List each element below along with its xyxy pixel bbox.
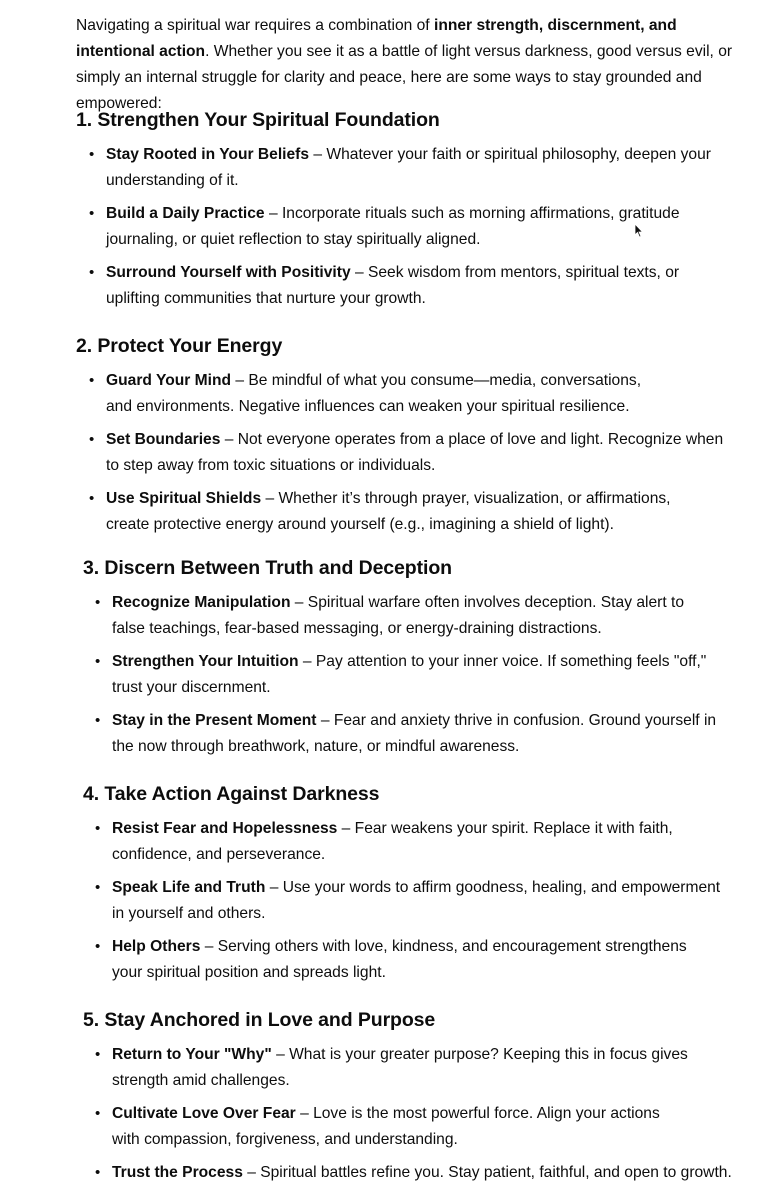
section-4 <box>83 781 773 986</box>
bullet-icon: • <box>89 264 95 281</box>
item-title: Build a Daily Practice <box>106 205 265 222</box>
item-title: Help Others <box>112 938 201 955</box>
list-item <box>95 1160 752 1186</box>
item-text: – Fear and anxiety thrive in confusion. Ground yourself in the now through breathwork, nature, or mindful awareness. <box>112 712 717 755</box>
bullet-icon: • <box>95 594 101 611</box>
section-heading: 5. Stay Anchored in Love and Purpose <box>83 1009 436 1031</box>
bullet-icon: • <box>95 653 101 670</box>
list-item <box>89 201 746 253</box>
bullet-icon: • <box>89 490 95 507</box>
section-1 <box>76 107 766 312</box>
item-text: – Spiritual warfare often involves deception. Stay alert to false teachings, fear-based messaging, or energy-draining distractions. <box>112 594 684 637</box>
item-title: Stay in the Present Moment <box>112 712 317 729</box>
item-text: – Seek wisdom from mentors, spiritual texts, or uplifting communities that nurture your growth. <box>106 264 680 307</box>
bullet-icon: • <box>95 1105 101 1122</box>
section-5 <box>83 1007 773 1186</box>
bullet-icon: • <box>95 1046 101 1063</box>
section-heading: 3. Discern Between Truth and Deception <box>83 557 452 579</box>
list-item <box>95 649 727 701</box>
list-item <box>95 934 712 986</box>
item-title: Speak Life and Truth <box>112 879 266 896</box>
item-title: Surround Yourself with Positivity <box>106 264 351 281</box>
item-title: Strengthen Your Intuition <box>112 653 299 670</box>
bullet-icon: • <box>89 205 95 222</box>
section-heading: 1. Strengthen Your Spiritual Foundation <box>76 109 440 131</box>
item-text: – Love is the most powerful force. Align your actions with compassion, forgiveness, and understanding. <box>112 1105 660 1148</box>
bullet-list <box>89 368 766 538</box>
bullet-icon: • <box>95 820 101 837</box>
list-item <box>89 427 726 479</box>
intro-text-continued: . Whether you see it as a battle of light versus darkness, good versus evil, or simply an internal struggle for clarity and peace, here are some ways to stay grounded and empowered: <box>76 43 733 112</box>
bullet-icon: • <box>89 431 95 448</box>
item-text: – Spiritual battles refine you. Stay patient, faithful, and open to growth. <box>242 1164 732 1181</box>
section-2 <box>76 333 766 538</box>
item-text: – Be mindful of what you consume—media, conversations, and environments. Negative influences can weaken your spiritual resilience. <box>106 372 642 415</box>
bullet-icon: • <box>89 372 95 389</box>
item-text: – Use your words to affirm goodness, healing, and empowerment in yourself and others. <box>112 879 721 922</box>
item-title: Stay Rooted in Your Beliefs <box>106 146 310 163</box>
section-3 <box>83 555 773 760</box>
list-item <box>95 875 727 927</box>
intro-text: Navigating a spiritual war requires a combination of <box>76 17 434 34</box>
list-item <box>95 1101 682 1153</box>
intro-paragraph <box>76 13 746 117</box>
list-item <box>89 486 716 538</box>
list-item <box>95 708 727 760</box>
item-title: Resist Fear and Hopelessness <box>112 820 338 837</box>
item-text: – Fear weakens your spirit. Replace it with faith, confidence, and perseverance. <box>112 820 673 863</box>
list-item <box>95 1042 737 1094</box>
list-item <box>89 368 666 420</box>
list-item <box>89 260 726 312</box>
section-heading: 4. Take Action Against Darkness <box>83 783 380 805</box>
list-item <box>95 590 712 642</box>
bullet-list <box>95 816 773 986</box>
item-text: – Whatever your faith or spiritual philosophy, deepen your understanding of it. <box>106 146 711 189</box>
list-item <box>95 816 737 868</box>
item-title: Use Spiritual Shields <box>106 490 262 507</box>
item-text: – Incorporate rituals such as morning affirmations, gratitude journaling, or quiet reflection to stay spiritually aligned. <box>106 205 680 248</box>
item-text: – Not everyone operates from a place of love and light. Recognize when to step away from toxic situations or individuals. <box>106 431 724 474</box>
item-text: – What is your greater purpose? Keeping this in focus gives strength amid challenges. <box>112 1046 688 1089</box>
bullet-list <box>89 142 766 312</box>
item-text: – Pay attention to your inner voice. If something feels "off," trust your discernment. <box>112 653 707 696</box>
bullet-icon: • <box>95 938 101 955</box>
list-item <box>89 142 736 194</box>
bullet-list <box>95 1042 773 1186</box>
bullet-icon: • <box>89 146 95 163</box>
item-title: Guard Your Mind <box>106 372 232 389</box>
bullet-icon: • <box>95 879 101 896</box>
bullet-icon: • <box>95 1164 101 1181</box>
bullet-list <box>95 590 773 760</box>
item-title: Trust the Process <box>112 1164 243 1181</box>
intro-bold-text: inner strength, discernment, and intentional action <box>76 17 677 60</box>
item-title: Return to Your "Why" <box>112 1046 272 1063</box>
item-text: – Serving others with love, kindness, and encouragement strengthens your spiritual position and spreads light. <box>112 938 687 981</box>
item-text: – Whether it’s through prayer, visualization, or affirmations, create protective energy around yourself (e.g., imagining a shield of light). <box>106 490 671 533</box>
section-heading: 2. Protect Your Energy <box>76 335 283 357</box>
bullet-icon: • <box>95 712 101 729</box>
mouse-cursor-icon <box>634 224 644 238</box>
item-title: Set Boundaries <box>106 431 221 448</box>
item-title: Cultivate Love Over Fear <box>112 1105 296 1122</box>
item-title: Recognize Manipulation <box>112 594 291 611</box>
